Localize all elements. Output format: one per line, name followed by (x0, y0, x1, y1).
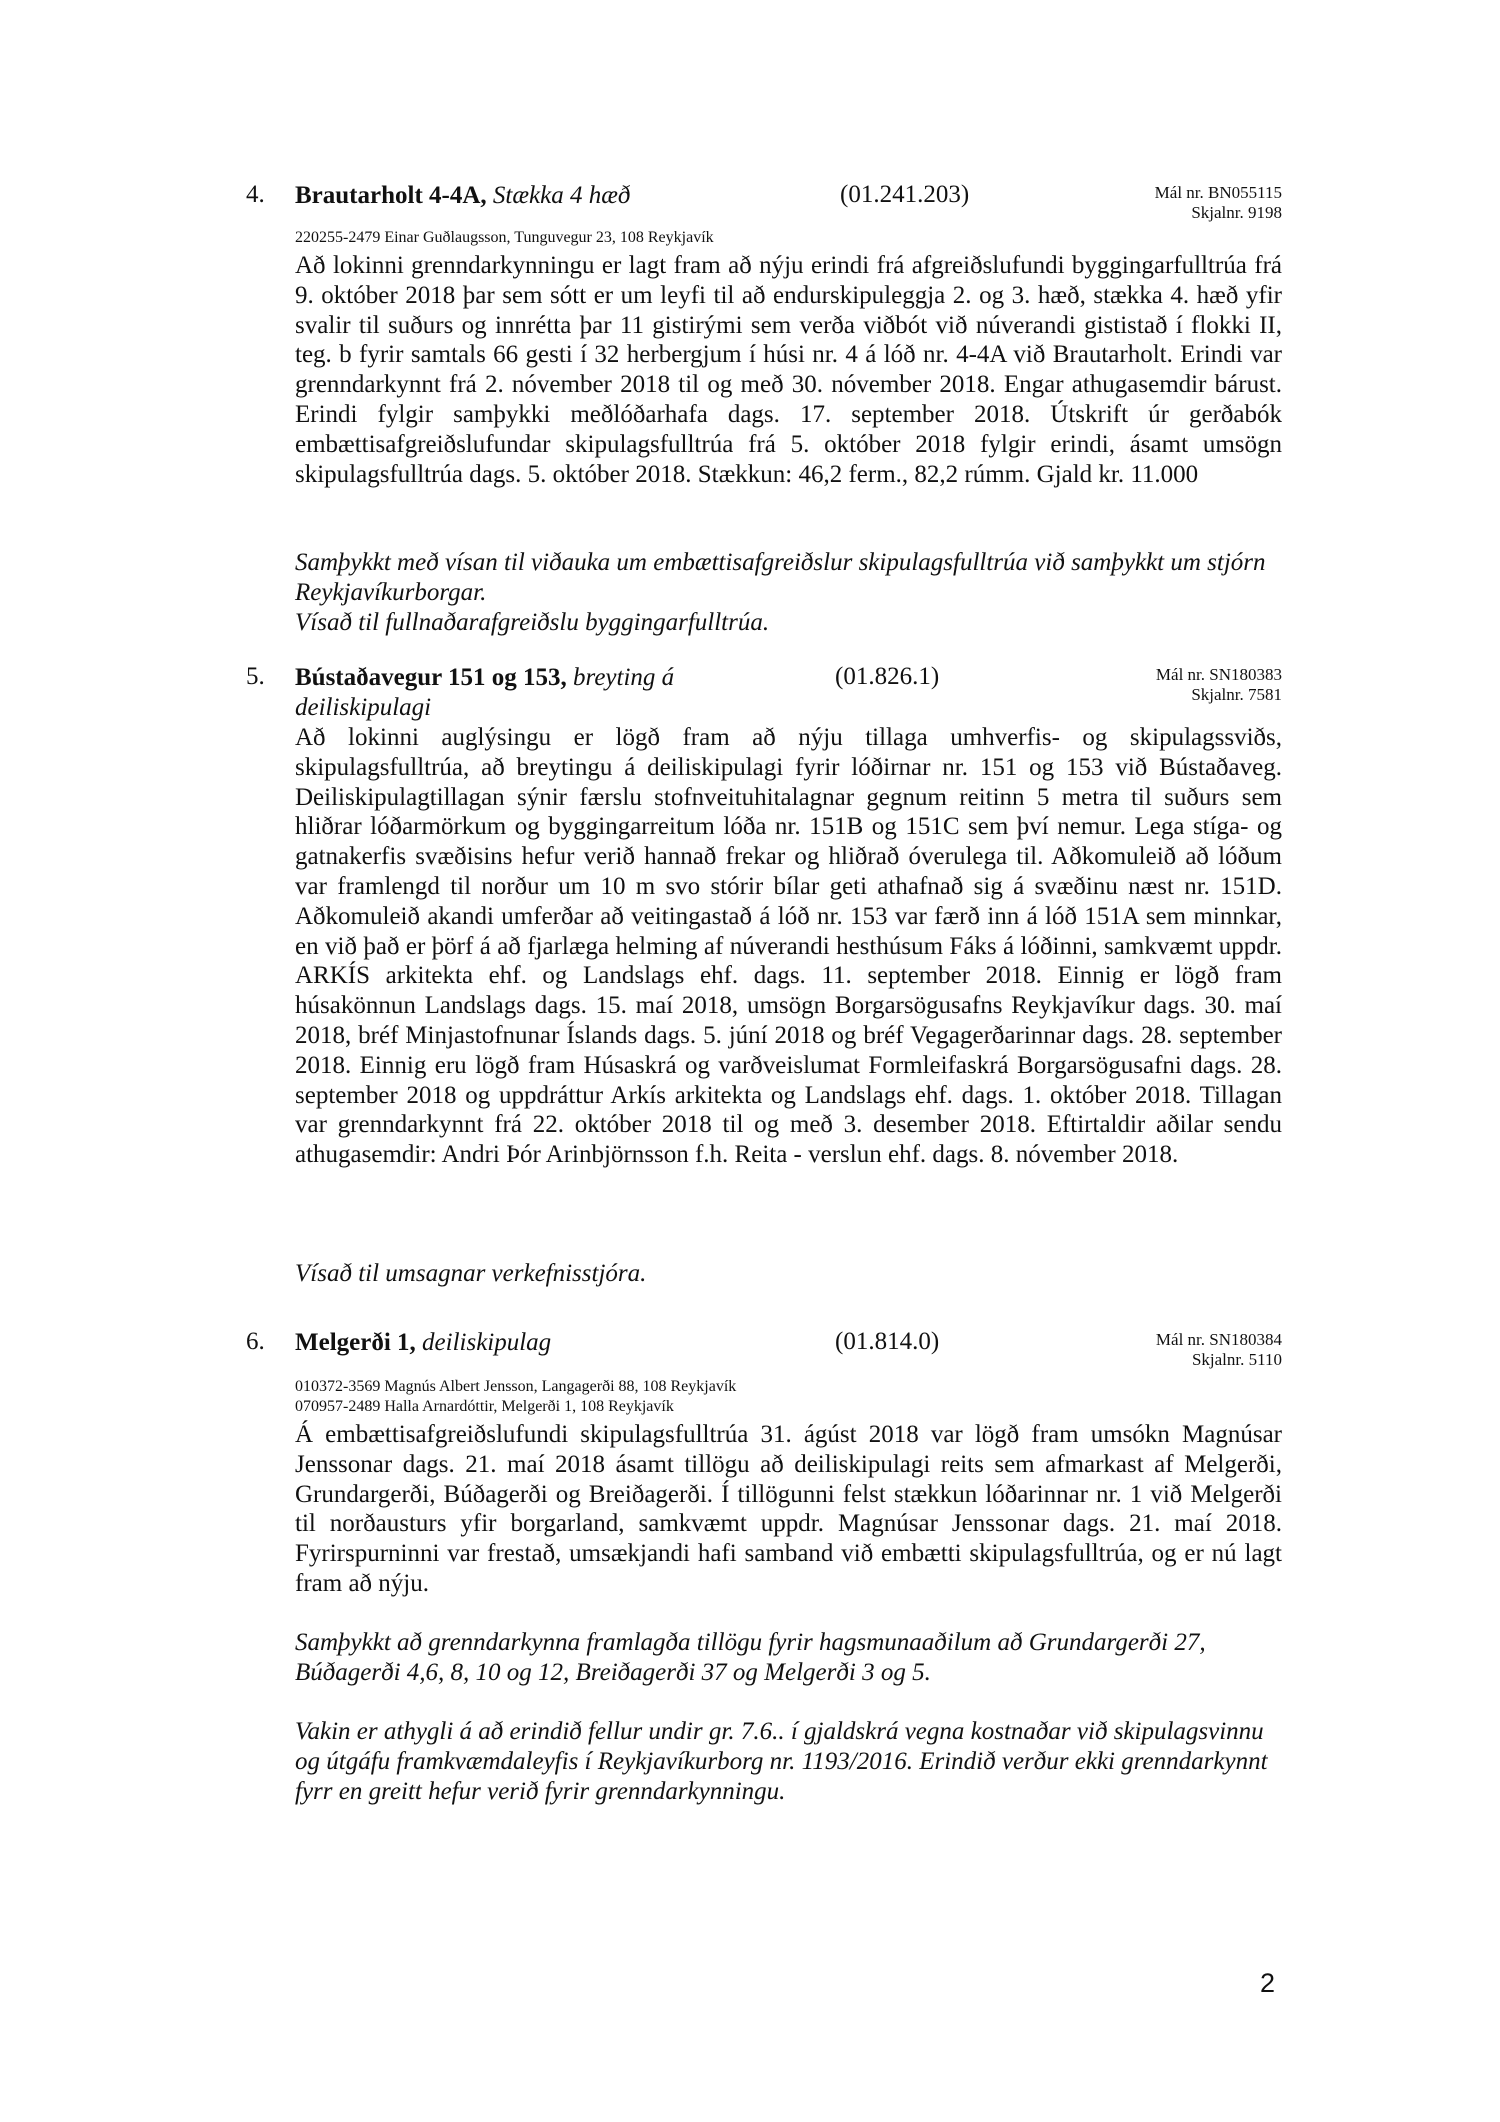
item-title-address: Melgerði 1, (295, 1329, 416, 1356)
item-code: (01.814.0) (835, 1328, 940, 1355)
item-body: Á embættisafgreiðslufundi skipulagsfulltrúa 31. ágúst 2018 var lögð fram umsókn Magnúsar Jenssonar dags. 21. maí 2018 ásamt tillögu að deiliskipulagi reits sem afmarkast af Melgerði, Grundargerði, Búðagerði og Breiðagerði. Í tillögunni felst stækkun lóðarinnar nr. 1 við Melgerði til norðausturs yfir borgarland, samkvæmt uppdr. Magnúsar Jenssonar dags. 21. maí 2018. Fyrirspurninni var frestað, umsækjandi hafi samband við embætti skipulagsfulltrúa, og er nú lagt fram að nýju. (295, 1421, 1282, 1597)
document-number: Skjalnr. 7581 (1191, 685, 1282, 704)
item-title-subject: deiliskipulag (422, 1329, 552, 1356)
page-number: 2 (1260, 1968, 1276, 1998)
item-title (295, 663, 775, 723)
decision-note: Vísað til umsagnar verkefnisstjóra. (295, 1260, 647, 1287)
decision-note: Vísað til fullnaðarafgreiðslu byggingarfulltrúa. (295, 609, 770, 636)
item-body: Að lokinni grenndarkynningu er lagt fram að nýju erindi frá afgreiðslufundi byggingarfulltrúa frá 9. október 2018 þar sem sótt er um leyfi til að endurskipuleggja 2. og 3. hæð, stækka 4. hæð yfir svalir til suðurs og innrétta þar 11 gistirými sem verða viðbót við núverandi gististað í flokki II, teg. b fyrir samtals 66 gesti í 32 herbergjum í húsi nr. 4 á lóð nr. 4-4A við Brautarholt. Erindi var grenndarkynnt frá 2. nóvember 2018 til og með 30. nóvember 2018. Engar athugasemdir bárust. Erindi fylgir samþykki meðlóðarhafa dags. 17. september 2018. Útskrift úr gerðabók embættisafgreiðslufundar skipulagsfulltrúa frá 5. október 2018 fylgir erindi, ásamt umsögn skipulagsfulltrúa dags. 5. október 2018. Stækkun: 46,2 ferm., 82,2 rúmm. Gjald kr. 11.000 (295, 252, 1282, 488)
item-title-address: Brautarholt 4-4A, (295, 182, 487, 209)
item-title (295, 181, 855, 211)
case-reference (1156, 1330, 1282, 1370)
case-reference (1155, 183, 1282, 223)
case-number: Mál nr. SN180383 (1155, 665, 1282, 684)
item-number: 6. (246, 1328, 265, 1355)
case-reference (1156, 665, 1282, 705)
item-title-subject: breyting á deiliskipulagi (295, 664, 675, 721)
case-number: Mál nr. SN180384 (1155, 1330, 1282, 1349)
item-number: 5. (246, 663, 265, 690)
owner-line: 010372-3569 Magnús Albert Jensson, Langagerði 88, 108 Reykjavík (295, 1378, 737, 1395)
item-code: (01.826.1) (835, 663, 940, 690)
document-number: Skjalnr. 9198 (1191, 203, 1282, 222)
decision-note: Vakin er athygli á að erindið fellur undir gr. 7.6.. í gjaldskrá vegna kostnaðar við skipulagsvinnu og útgáfu framkvæmdaleyfis í Reykjavíkurborg nr. 1193/2016. Erindið verður ekki grenndarkynnt fyrr en greitt hefur verið fyrir grenndarkynningu. (295, 1718, 1268, 1805)
item-number: 4. (246, 181, 265, 208)
decision-note: Samþykkt með vísan til viðauka um embættisafgreiðslur skipulagsfulltrúa við samþykkt um stjórn Reykjavíkurborgar. (295, 549, 1266, 606)
item-title-subject: Stækka 4 hæð (492, 182, 631, 209)
item-title (295, 1328, 835, 1358)
document-number: Skjalnr. 5110 (1191, 1350, 1282, 1369)
item-body: Að lokinni auglýsingu er lögð fram að nýju tillaga umhverfis- og skipulagssviðs, skipulagsfulltrúa, að breytingu á deiliskipulagi fyrir lóðirnar nr. 151 og 153 við Bústaðaveg. Deiliskipulagtillagan sýnir færslu stofnveituhitalagnar gegnum reitinn 5 metra til suðurs sem hliðrar lóðarmörkum og byggingarreitum lóða nr. 151B og 151C sem því nemur. Lega stíga- og gatnakerfis svæðisins hefur verið hannað frekar og hliðrað óverulega til. Aðkomuleið að lóðum var framlengd til norður um 10 m svo stórir bílar geti athafnað sig á svæðinu næst nr. 151D. Aðkomuleið akandi umferðar að veitingastað á lóð nr. 153 var færð inn á lóð 151A sem minnkar, en við það er þörf á að fjarlæga helming af núverandi hesthúsum Fáks á lóðinni, samkvæmt uppdr. ARKÍS arkitekta ehf. og Landslags ehf. dags. 11. september 2018. Einnig er lögð fram húsakönnun Landslags dags. 15. maí 2018, umsögn Borgarsögusafns Reykjavíkur dags. 30. maí 2018, bréf Minjastofnunar Íslands dags. 5. júní 2018 og bréf Vegagerðarinnar dags. 28. september 2018. Einnig eru lögð fram Húsaskrá og varðveislumat Formleifaskrá Borgarsögusafni dags. 28. september 2018 og uppdráttur Arkís arkitekta og Landslags ehf. dags. 1. október 2018. Tillagan var grenndarkynnt frá 22. október 2018 til og með 3. desember 2018. Eftirtaldir aðilar sendu athugasemdir: Andri Þór Arinbjörnsson f.h. Reita - verslun ehf. dags. 8. nóvember 2018. (295, 724, 1282, 1169)
case-number: Mál nr. BN055115 (1154, 183, 1282, 202)
owner-line: 070957-2489 Halla Arnardóttir, Melgerði 1, 108 Reykjavík (295, 1398, 674, 1415)
item-title-address: Bústaðavegur 151 og 153, (295, 664, 567, 691)
owner-line: 220255-2479 Einar Guðlaugsson, Tunguvegur 23, 108 Reykjavík (295, 229, 714, 246)
decision-note: Samþykkt að grenndarkynna framlagða tillögu fyrir hagsmunaaðilum að Grundargerði 27, Búðagerði 4,6, 8, 10 og 12, Breiðagerði 37 og Melgerði 3 og 5. (295, 1629, 1206, 1686)
item-code: (01.241.203) (840, 181, 970, 208)
